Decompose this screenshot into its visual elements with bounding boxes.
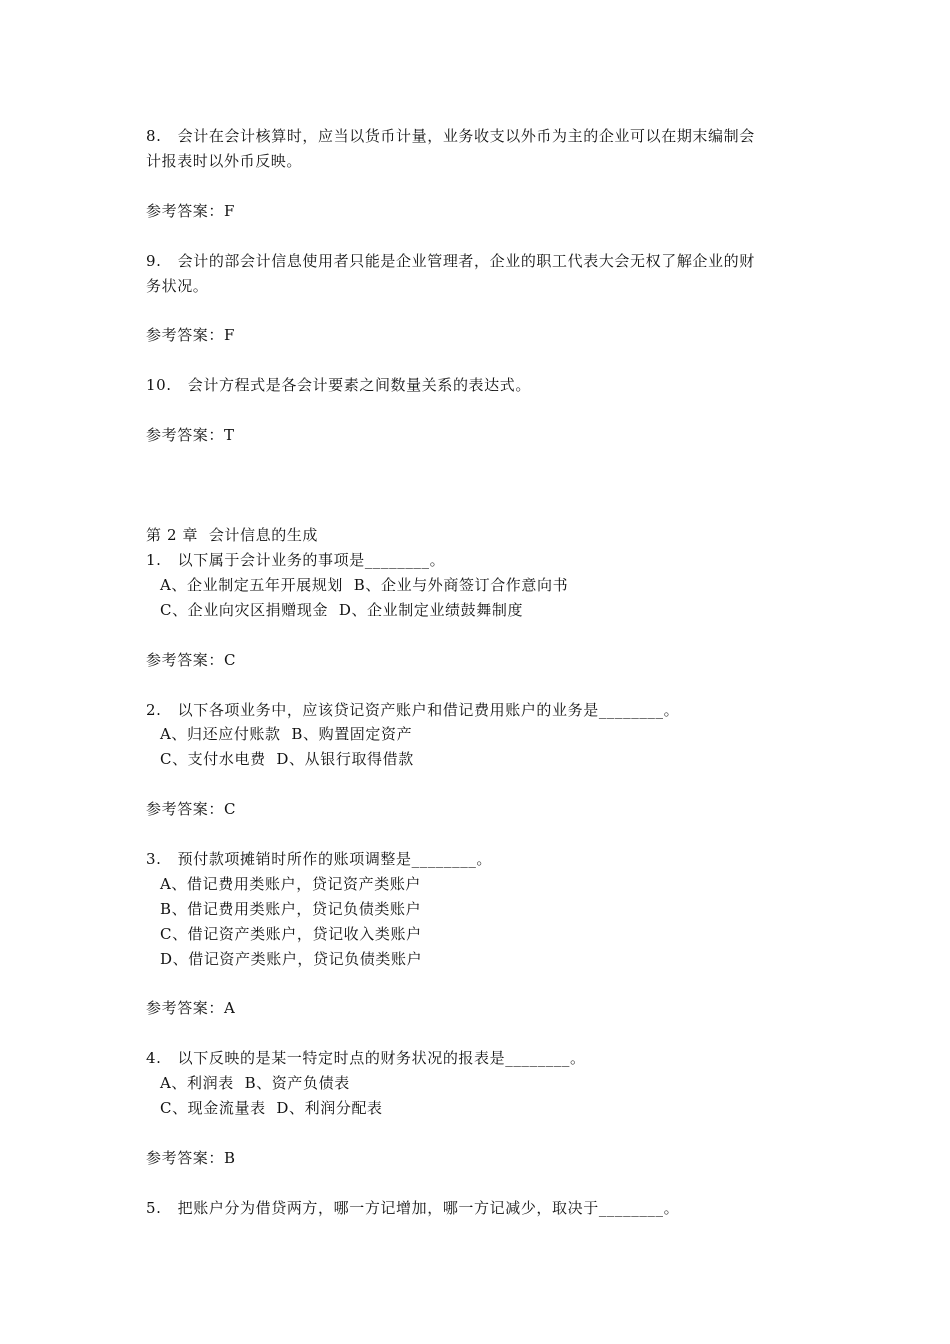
question-8-answer: 参考答案：F <box>146 202 236 220</box>
question-2-stem: 2. 以下各项业务中，应该贷记资产账户和借记费用账户的业务是________。 <box>146 701 680 719</box>
question-3-option-c: C、借记资产类账户，贷记收入类账户 <box>160 925 422 943</box>
chapter-title: 第 2 章 会计信息的生成 <box>146 526 319 544</box>
question-4-answer: 参考答案：B <box>146 1149 236 1167</box>
question-1-answer: 参考答案：C <box>146 651 237 669</box>
question-8-line-2: 计报表时以外币反映。 <box>146 152 303 170</box>
question-9-answer: 参考答案：F <box>146 326 236 344</box>
question-5-stem: 5. 把账户分为借贷两方，哪一方记增加，哪一方记减少，取决于________。 <box>146 1199 680 1217</box>
question-4-options-row-1: A、利润表 B、资产负债表 <box>160 1074 350 1092</box>
question-2-options-row-2: C、支付水电费 D、从银行取得借款 <box>160 750 414 768</box>
question-9-line-1: 9. 会计的部会计信息使用者只能是企业管理者，企业的职工代表大会无权了解企业的财 <box>146 252 755 270</box>
question-3-stem: 3. 预付款项摊销时所作的账项调整是________。 <box>146 850 493 868</box>
question-10-line-1: 10. 会计方程式是各会计要素之间数量关系的表达式。 <box>146 376 531 394</box>
question-2-answer: 参考答案：C <box>146 800 237 818</box>
question-8-line-1: 8. 会计在会计核算时，应当以货币计量，业务收支以外币为主的企业可以在期末编制会 <box>146 127 755 145</box>
question-3-answer: 参考答案：A <box>146 999 236 1017</box>
question-2-options-row-1: A、归还应付账款 B、购置固定资产 <box>160 725 413 743</box>
question-4-options-row-2: C、现金流量表 D、利润分配表 <box>160 1099 383 1117</box>
question-3-option-d: D、借记资产类账户，贷记负债类账户 <box>160 950 423 968</box>
question-1-options-row-2: C、企业向灾区捐赠现金 D、企业制定业绩鼓舞制度 <box>160 601 524 619</box>
question-4-stem: 4. 以下反映的是某一特定时点的财务状况的报表是________。 <box>146 1049 586 1067</box>
question-1-stem: 1. 以下属于会计业务的事项是________。 <box>146 551 446 569</box>
question-1-options-row-1: A、企业制定五年开展规划 B、企业与外商签订合作意向书 <box>160 576 569 594</box>
question-3-option-b: B、借记费用类账户，贷记负债类账户 <box>160 900 422 918</box>
question-9-line-2: 务状况。 <box>146 277 209 295</box>
question-3-option-a: A、借记费用类账户，贷记资产类账户 <box>160 875 422 893</box>
question-10-answer: 参考答案：T <box>146 426 235 444</box>
